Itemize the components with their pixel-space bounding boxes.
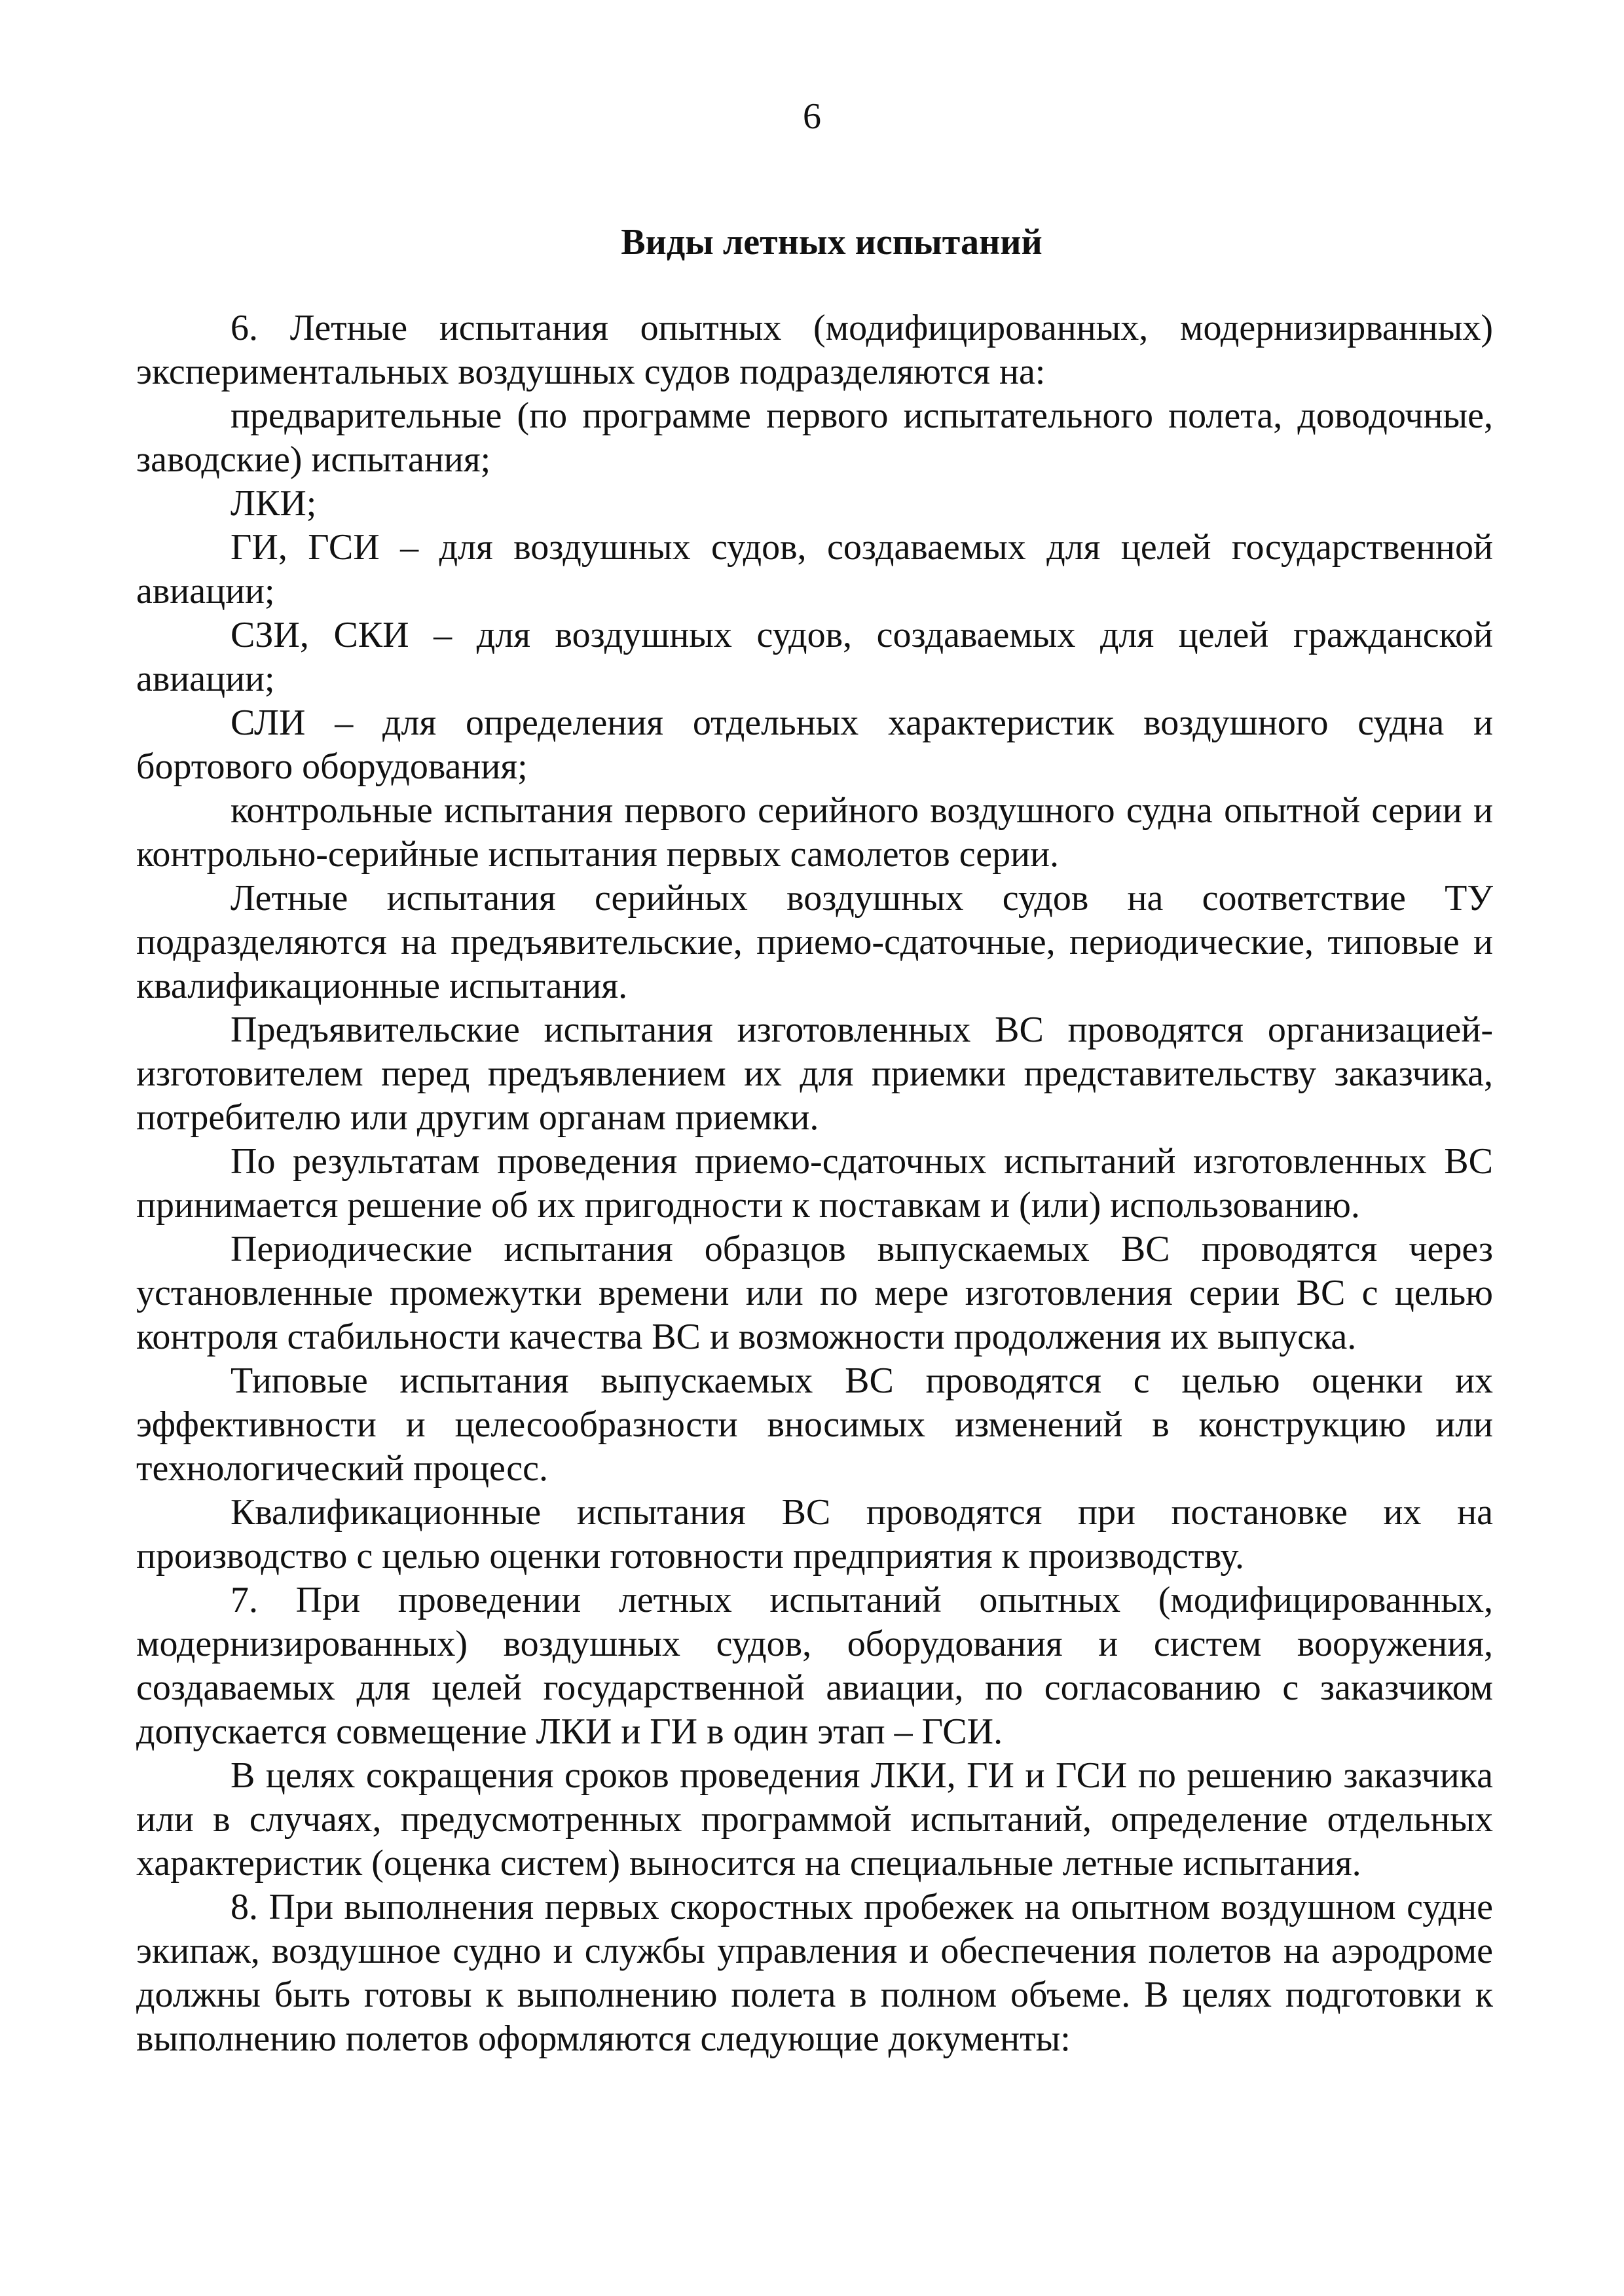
paragraph-qualification-tests: Квалификационные испытания ВС проводятся при постановке их на производство с целью оценки готовности предприятия к производству. xyxy=(136,1492,1493,1576)
paragraph-presentation-tests: Предъявительские испытания изготовленных ВС проводятся организацией-изготовителем перед предъявлением их для приемки представительству заказчика, потребителю или другим органам приемки. xyxy=(136,1010,1493,1138)
paragraph-serial-tests: Летные испытания серийных воздушных судов на соответствие ТУ подразделяются на предъявительские, приемо-сдаточные, периодические, типовые и квалификационные испытания. xyxy=(136,878,1493,1006)
document-body xyxy=(136,306,1493,2061)
paragraph-special-flight-tests: В целях сокращения сроков проведения ЛКИ, ГИ и ГСИ по решению заказчика или в случаях, предусмотренных программой испытаний, определение отдельных характеристик (оценка систем) выносится на специальные летные испытания. xyxy=(136,1755,1493,1884)
paragraph-7-combined-tests: 7. При проведении летных испытаний опытных (модифицированных, модернизированных) воздушных судов, оборудования и систем вооружения, создаваемых для целей государственной авиации, по согласованию с заказчиком допускается совмещение ЛКИ и ГИ в один этап – ГСИ. xyxy=(136,1580,1493,1752)
list-item-sli: СЛИ – для определения отдельных характеристик воздушного судна и бортового оборудования; xyxy=(136,702,1493,787)
section-title: Виды летных испытаний xyxy=(621,222,1043,263)
page-number: 6 xyxy=(803,96,821,137)
paragraph-type-tests: Типовые испытания выпускаемых ВС проводятся с целью оценки их эффективности и целесообразности вносимых изменений в конструкцию или технологический процесс. xyxy=(136,1360,1493,1489)
list-item-lki: ЛКИ; xyxy=(231,483,317,524)
list-item-gi-gsi: ГИ, ГСИ – для воздушных судов, создаваемых для целей государственной авиации; xyxy=(136,527,1493,611)
list-item-preliminary-tests: предварительные (по программе первого испытательного полета, доводочные, заводские) испытания; xyxy=(136,395,1493,480)
paragraph-periodic-tests: Периодические испытания образцов выпускаемых ВС проводятся через установленные промежутки времени или по мере изготовления серии ВС с целью контроля стабильности качества ВС и возможности продолжения их выпуска. xyxy=(136,1229,1493,1357)
paragraph-acceptance-tests: По результатам проведения приемо-сдаточных испытаний изготовленных ВС принимается решение об их пригодности к поставкам и (или) использованию. xyxy=(136,1141,1493,1226)
list-item-szi-ski: СЗИ, СКИ – для воздушных судов, создаваемых для целей гражданской авиации; xyxy=(136,615,1493,699)
list-item-control-tests: контрольные испытания первого серийного воздушного судна опытной серии и контрольно-серийные испытания первых самолетов серии. xyxy=(136,790,1493,875)
paragraph-6-intro: 6. Летные испытания опытных (модифицированных, модернизирванных) экспериментальных воздушных судов подразделяются на: xyxy=(136,308,1493,392)
paragraph-8-first-runs: 8. При выполнения первых скоростных пробежек на опытном воздушном судне экипаж, воздушное судно и службы управления и обеспечения полетов на аэродроме должны быть готовы к выполнению полета в полном объеме. В целях подготовки к выполнению полетов оформляются следующие документы: xyxy=(136,1887,1493,2059)
